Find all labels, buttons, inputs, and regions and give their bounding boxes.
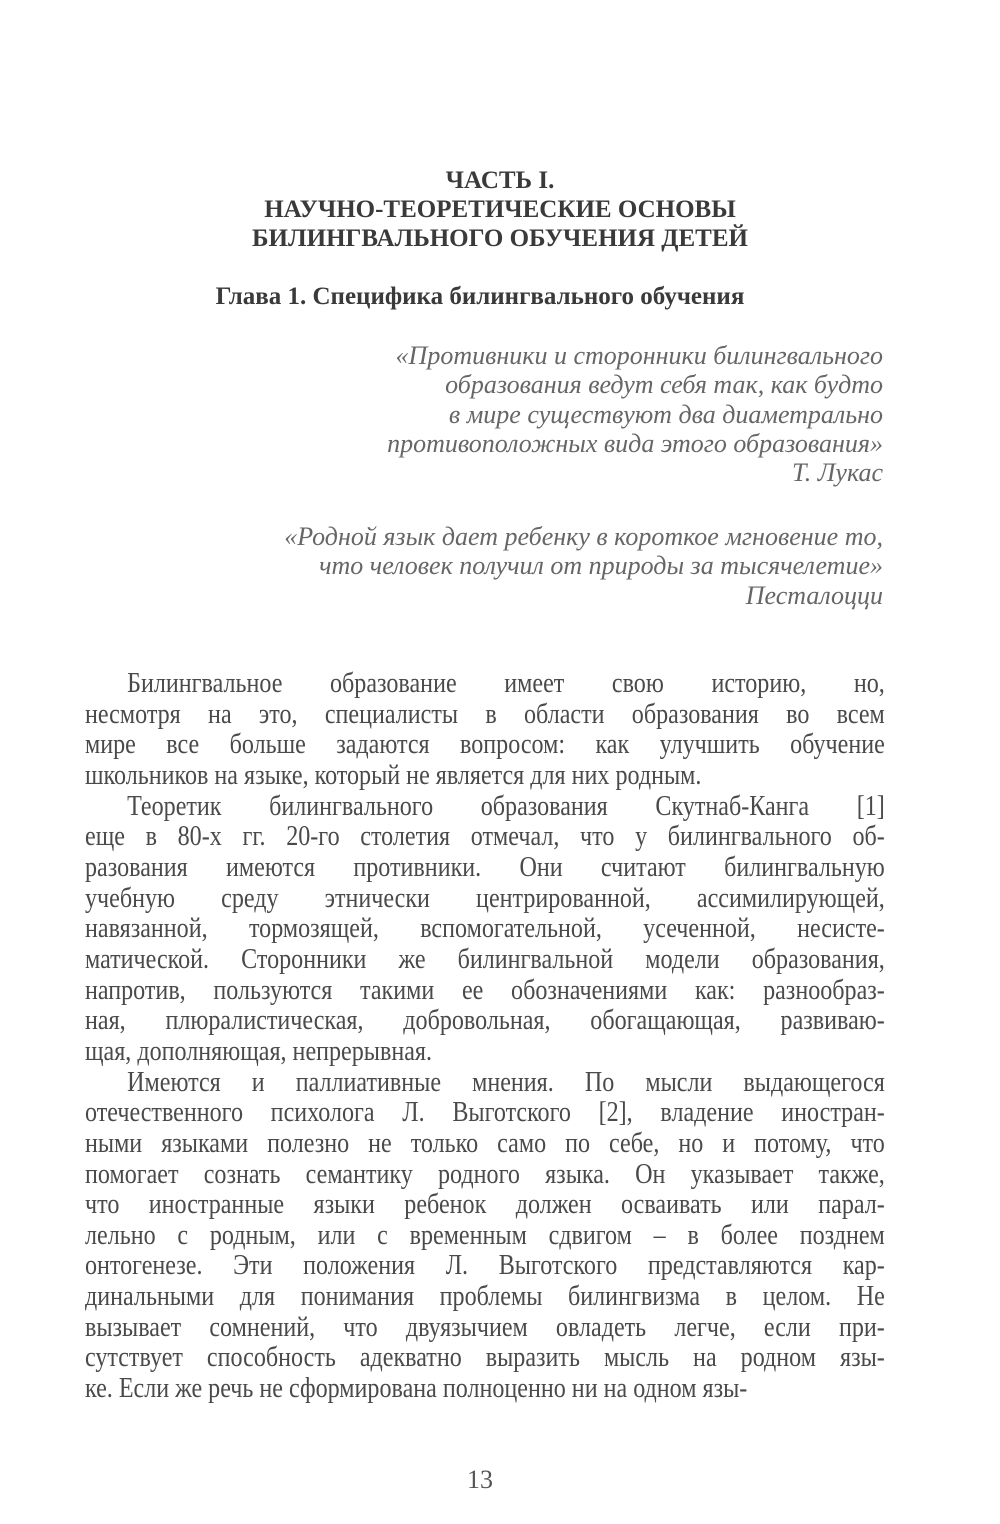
- epigraph-line: что человек получил от природы за тысячелетие»: [319, 551, 883, 581]
- paragraph-line: ными языками полезно не только само по себе, но и потому, что: [85, 1127, 885, 1159]
- paragraph-line: вызывает сомнений, что двуязычием овладеть легче, если при-: [85, 1311, 885, 1343]
- part-title-line: БИЛИНГВАЛЬНОГО ОБУЧЕНИЯ ДЕТЕЙ: [252, 225, 748, 252]
- epigraph-line: образования ведут себя так, как будто: [445, 370, 883, 400]
- chapter-title: Глава 1. Специфика билингвального обучения: [215, 283, 745, 310]
- paragraph-line: лельно с родным, или с временным сдвигом – в более позднем: [85, 1219, 885, 1251]
- paragraph-line: что иностранные языки ребенок должен осваивать или парал-: [85, 1189, 885, 1221]
- paragraph-line: помогает сознать семантику родного языка. Он указывает также,: [85, 1158, 885, 1190]
- epigraph-author: Песталоцци: [745, 580, 883, 610]
- paragraph-line: учебную среду этнически центрированной, ассимилирующей,: [85, 882, 885, 914]
- paragraph-line: онтогенезе. Эти положения Л. Выготского представляются кар-: [85, 1250, 885, 1282]
- paragraph-line: динальными для понимания проблемы билингвизма в целом. Не: [85, 1281, 885, 1313]
- epigraph-line: «Противники и сторонники билингвального: [395, 341, 883, 370]
- paragraph-line: сутствует способность адекватно выразить мысль на родном язы-: [85, 1342, 885, 1374]
- paragraph-line: разования имеются противники. Они считают билингвальную: [85, 851, 885, 883]
- paragraph-line: мире все больше задаются вопросом: как улучшить обучение: [85, 729, 885, 761]
- paragraph-line: Теоретик билингвального образования Скутнаб-Канга [1]: [127, 790, 885, 822]
- part-title-line: ЧАСТЬ I.: [445, 167, 555, 194]
- paragraph-line: щая, дополняющая, непрерывная.: [85, 1035, 433, 1067]
- paragraph: [85, 792, 885, 1068]
- epigraph: [284, 522, 883, 610]
- epigraph-author: Т. Лукас: [791, 458, 883, 488]
- epigraph: [387, 341, 883, 487]
- paragraph-line: матической. Сторонники же билингвальной модели образования,: [85, 943, 885, 975]
- paragraph-line: Билингвальное образование имеет свою историю, но,: [127, 668, 885, 699]
- paragraph-line: школьников на языке, который не является для них родным.: [85, 759, 702, 791]
- paragraph-line: еще в 80-х гг. 20-го столетия отмечал, что у билингвального об-: [85, 821, 885, 853]
- epigraph-line: противоположных вида этого образования»: [387, 428, 883, 458]
- paragraph-line: напротив, пользуются такими ее обозначениями как: разнообраз-: [85, 974, 885, 1006]
- page-number: 13: [467, 1465, 493, 1494]
- paragraph-line: навязанной, тормозящей, вспомогательной, усеченной, несисте-: [85, 913, 885, 945]
- epigraph-line: в мире существуют два диаметрально: [448, 399, 883, 429]
- paragraph-line: отечественного психолога Л. Выготского [2], владение иностран-: [85, 1097, 885, 1129]
- paragraph-line: ке. Если же речь не сформирована полноценно ни на одном язы-: [85, 1373, 748, 1405]
- paragraph-line: ная, плюралистическая, добровольная, обогащающая, развиваю-: [85, 1005, 885, 1037]
- body-text: [85, 669, 885, 1405]
- paragraph: [85, 1068, 885, 1405]
- epigraph-line: «Родной язык дает ребенку в короткое мгновение то,: [284, 522, 883, 551]
- paragraph-line: несмотря на это, специалисты в области образования во всем: [85, 698, 885, 730]
- paragraph: [85, 669, 885, 792]
- part-title: [0, 166, 1000, 253]
- part-title-line: НАУЧНО-ТЕОРЕТИЧЕСКИЕ ОСНОВЫ: [264, 196, 736, 223]
- paragraph-line: Имеются и паллиативные мнения. По мысли выдающегося: [127, 1066, 885, 1098]
